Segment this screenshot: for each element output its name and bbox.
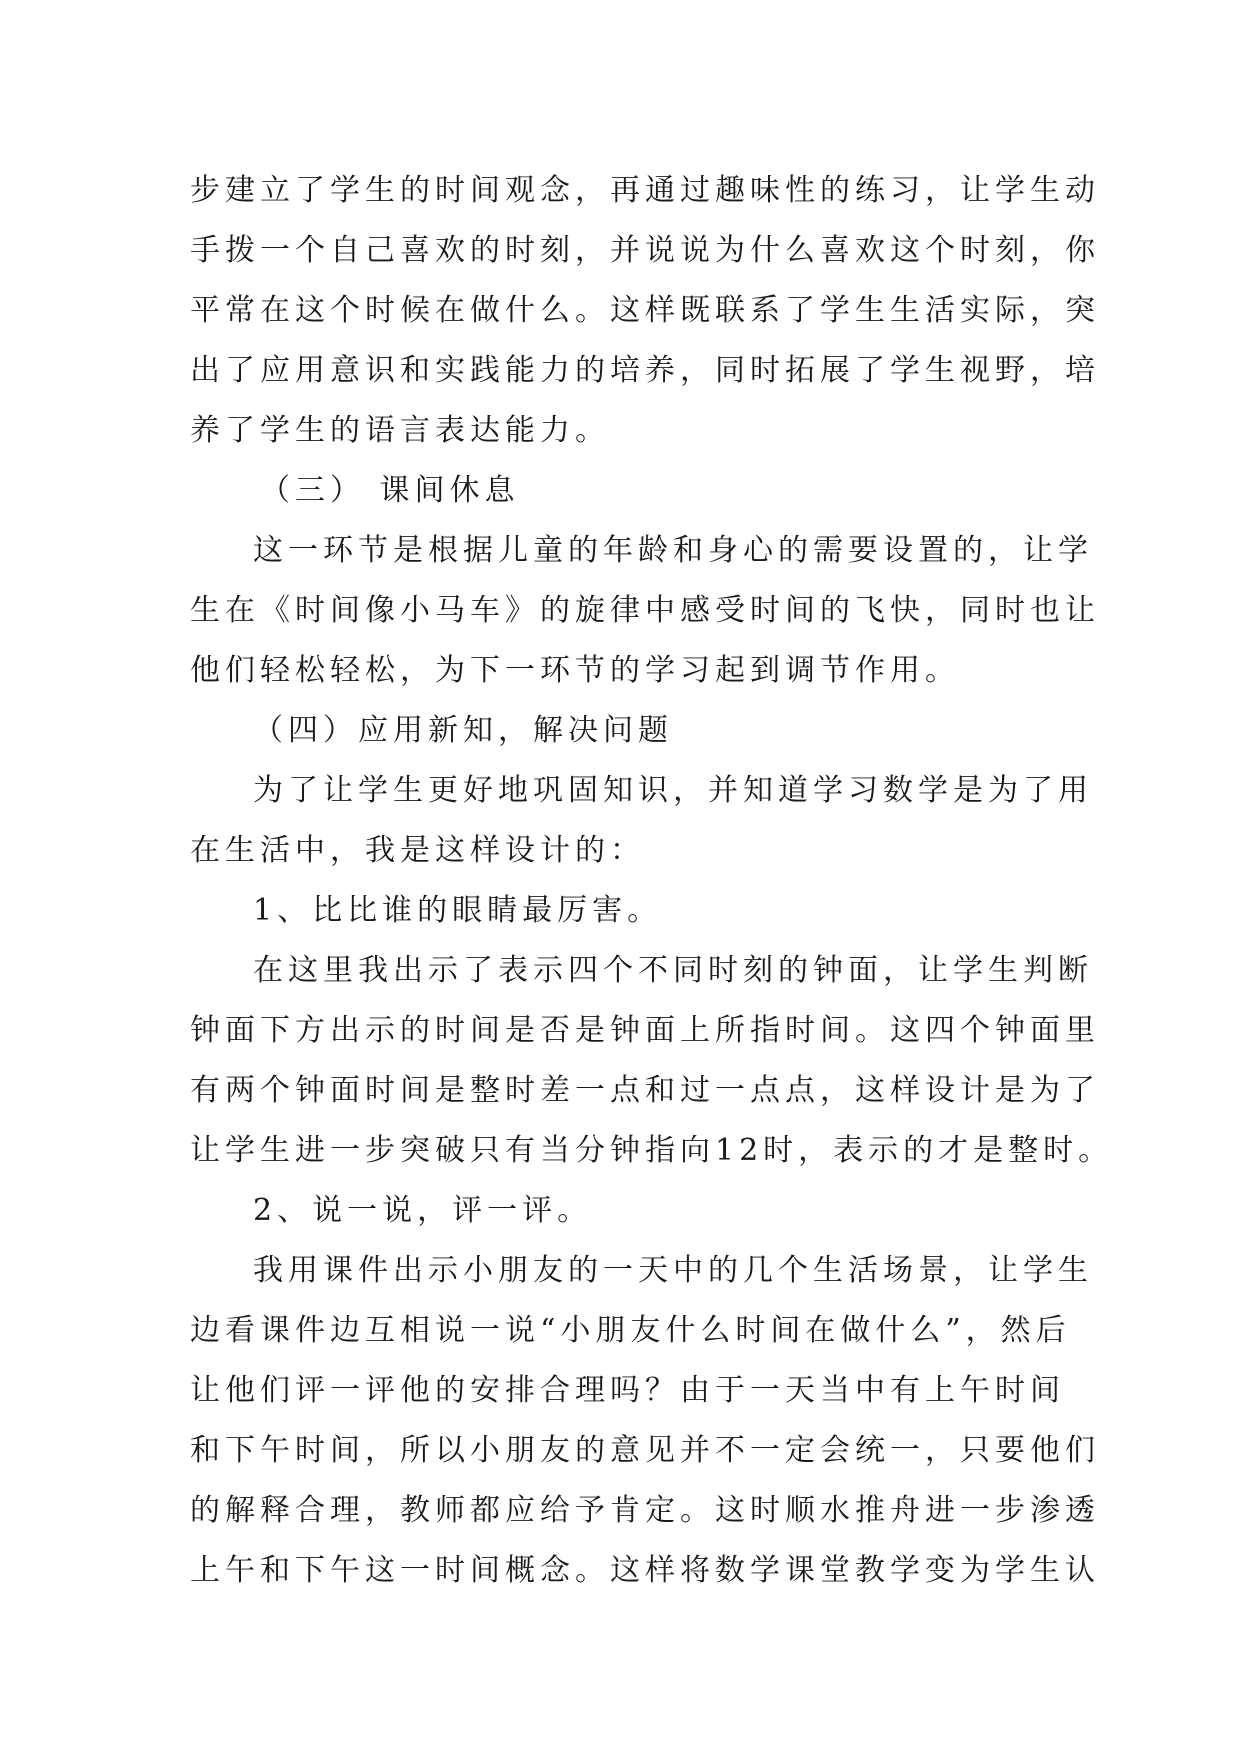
paragraph-line: 我用课件出示小朋友的一天中的几个生活场景，让学生: [253, 1253, 1093, 1288]
paragraph-line: 和下午时间，所以小朋友的意见并不一定会统一，只要他们: [190, 1433, 1100, 1468]
paragraph-line: 的解释合理，教师都应给予肯定。这时顺水推舟进一步渗透: [190, 1493, 1100, 1528]
paragraph-line: 在生活中，我是这样设计的：: [190, 833, 645, 868]
paragraph-line: 让他们评一评他的安排合理吗？由于一天当中有上午时间: [190, 1373, 1065, 1408]
paragraph-line: 这一环节是根据儿童的年龄和身心的需要设置的，让学: [253, 533, 1093, 568]
paragraph-line: 手拨一个自己喜欢的时刻，并说说为什么喜欢这个时刻，你: [190, 233, 1100, 268]
paragraph-line: 在这里我出示了表示四个不同时刻的钟面，让学生判断: [253, 953, 1093, 988]
paragraph-line: 钟面下方出示的时间是否是钟面上所指时间。这四个钟面里: [190, 1013, 1100, 1048]
paragraph-line: 为了让学生更好地巩固知识，并知道学习数学是为了用: [253, 773, 1093, 808]
document-body: [190, 161, 1114, 1601]
paragraph-line: 养了学生的语言表达能力。: [190, 413, 610, 448]
paragraph-line: 有两个钟面时间是整时差一点和过一点点，这样设计是为了: [190, 1073, 1100, 1108]
section-heading-four: （四）应用新知，解决问题: [253, 713, 673, 748]
list-item-heading: 1、比比谁的眼睛最厉害。: [253, 893, 663, 928]
paragraph-line: 上午和下午这一时间概念。这样将数学课堂教学变为学生认: [190, 1553, 1100, 1588]
paragraph-line: 生在《时间像小马车》的旋律中感受时间的飞快，同时也让: [190, 593, 1100, 628]
paragraph-line: 边看课件边互相说一说“小朋友什么时间在做什么”，然后: [190, 1313, 1071, 1348]
section-heading-three: （三） 课间休息: [260, 473, 520, 508]
paragraph-line: 他们轻松轻松，为下一环节的学习起到调节作用。: [190, 653, 960, 688]
paragraph-line: 步建立了学生的时间观念，再通过趣味性的练习，让学生动: [190, 173, 1100, 208]
list-item-heading: 2、说一说，评一评。: [253, 1193, 593, 1228]
paragraph-line: 平常在这个时候在做什么。这样既联系了学生生活实际，突: [190, 293, 1100, 328]
paragraph-line: 出了应用意识和实践能力的培养，同时拓展了学生视野，培: [190, 353, 1100, 388]
paragraph-line: 让学生进一步突破只有当分钟指向12时，表示的才是整时。: [190, 1133, 1114, 1168]
